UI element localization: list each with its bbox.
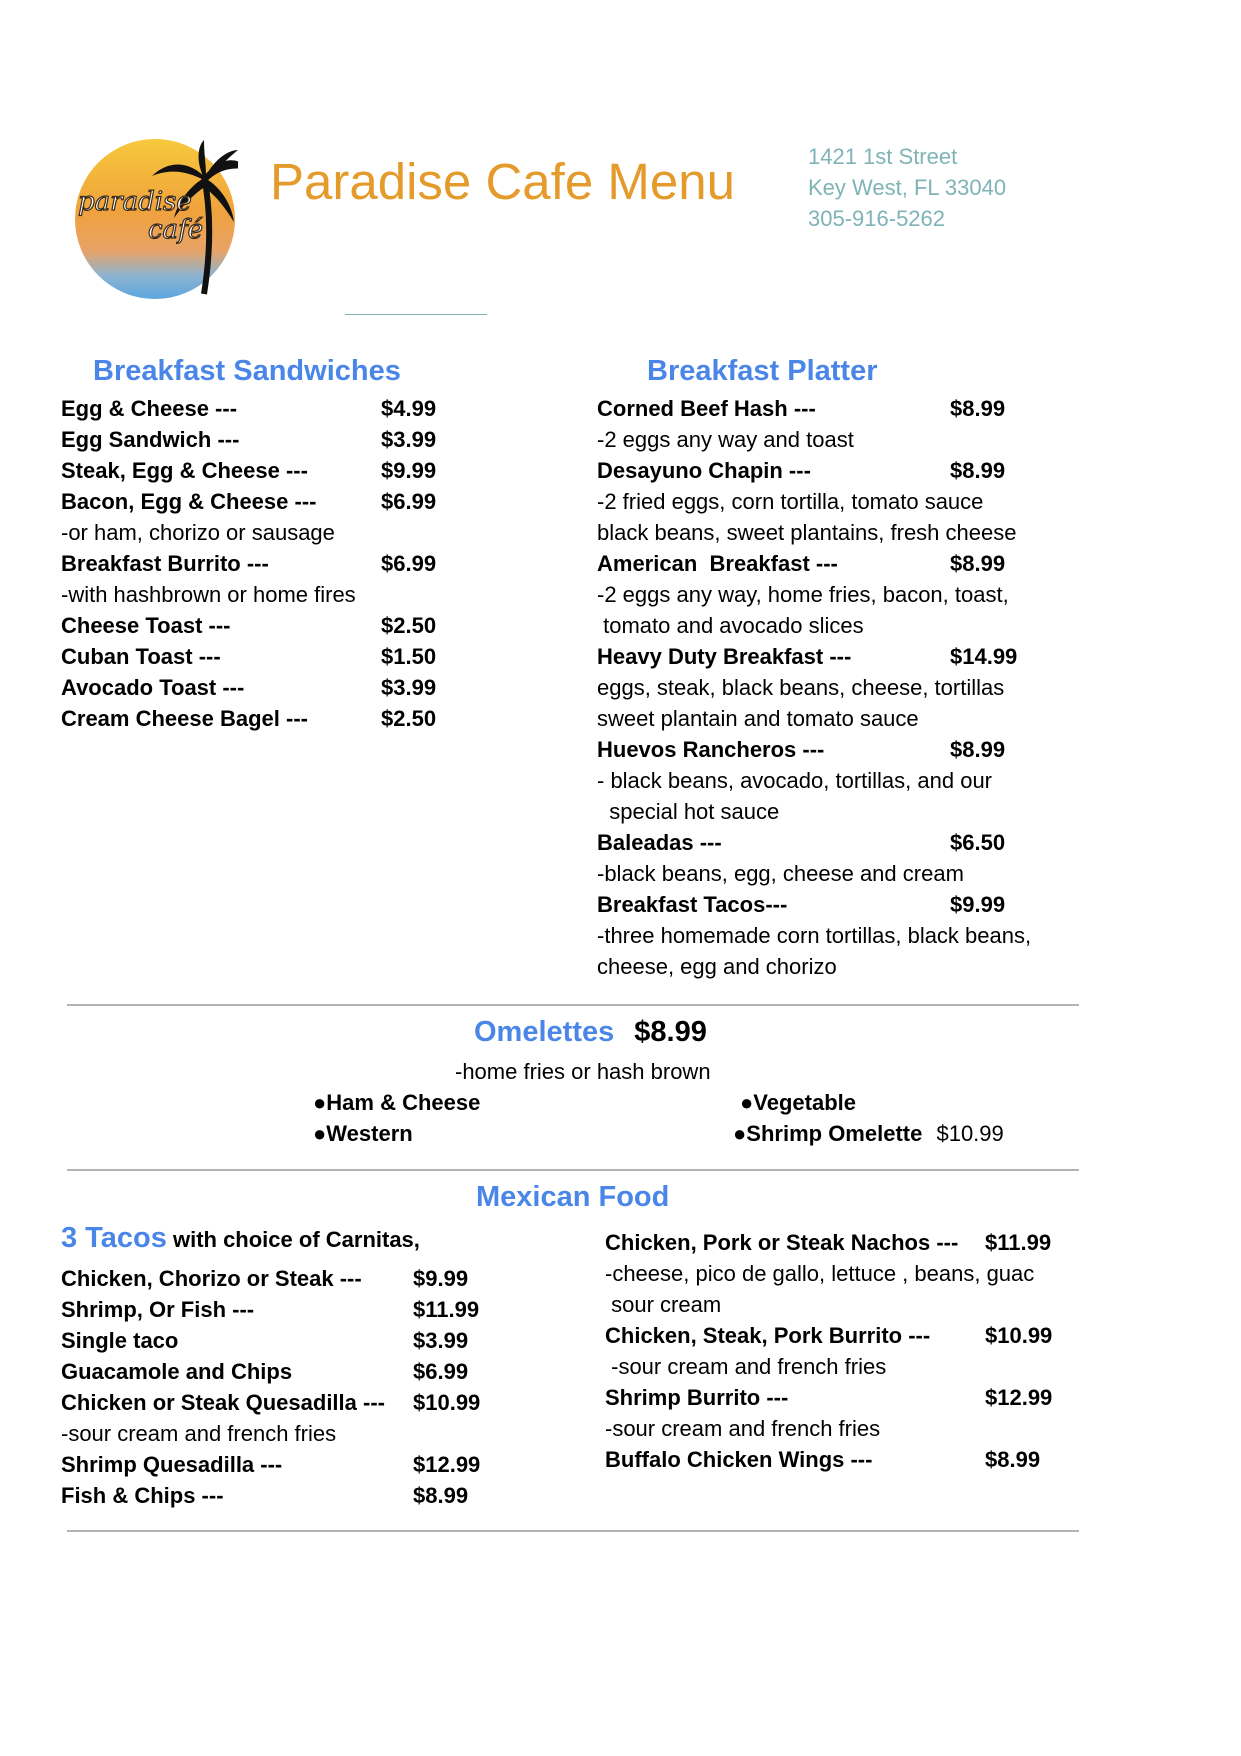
menu-item-price: $8.99 <box>413 1483 469 1508</box>
menu-item <box>605 1382 1075 1413</box>
menu-item <box>61 1325 501 1356</box>
menu-item-description: black beans, sweet plantains, fresh cheese <box>597 520 1017 545</box>
menu-item <box>61 641 481 672</box>
address-city: Key West, FL 33040 <box>808 175 1007 200</box>
omelette-item <box>733 1118 1004 1149</box>
menu-item-price: $8.99 <box>985 1447 1041 1472</box>
menu-item-name: Breakfast Burrito --- <box>61 551 269 576</box>
menu-item-description: eggs, steak, black beans, cheese, tortillas <box>597 675 1005 700</box>
breakfast-platter-heading: Breakfast Platter <box>647 355 878 387</box>
menu-item-price: $12.99 <box>413 1452 481 1477</box>
menu-item <box>597 455 1077 486</box>
menu-item-description: sour cream <box>605 1292 722 1317</box>
menu-item <box>605 1444 1075 1475</box>
menu-item <box>61 610 481 641</box>
menu-item-name: American Breakfast --- <box>597 551 838 576</box>
menu-item <box>597 548 1077 579</box>
menu-item-description: -2 eggs any way and toast <box>597 427 854 452</box>
address-street: 1421 1st Street <box>808 144 958 169</box>
menu-item <box>597 827 1077 858</box>
menu-item-description: -black beans, egg, cheese and cream <box>597 861 964 886</box>
menu-item-name: Egg & Cheese --- <box>61 396 238 421</box>
menu-item-price: $10.99 <box>413 1390 481 1415</box>
omelettes-note: -home fries or hash brown <box>455 1059 711 1084</box>
section-divider <box>67 1004 1079 1006</box>
omelette-item-price: $10.99 <box>936 1121 1004 1146</box>
omelette-item-name: Shrimp Omelette <box>746 1121 923 1146</box>
omelettes-heading-row <box>474 1016 707 1049</box>
omelette-item <box>313 1087 480 1118</box>
menu-item-description: special hot sauce <box>597 799 780 824</box>
menu-item <box>605 1227 1075 1258</box>
menu-item-name: Guacamole and Chips <box>61 1359 293 1384</box>
menu-item <box>61 548 481 579</box>
address-block <box>808 141 1006 234</box>
bullet-icon: ● <box>313 1121 327 1146</box>
logo-text-cafe: café <box>148 215 204 245</box>
menu-item-description: tomato and avocado slices <box>597 613 864 638</box>
menu-item <box>61 393 481 424</box>
menu-item <box>61 1263 501 1294</box>
menu-item-description: -2 eggs any way, home fries, bacon, toast, <box>597 582 1009 607</box>
menu-item-name: Breakfast Tacos--- <box>597 892 788 917</box>
menu-item-price: $2.50 <box>381 613 437 638</box>
menu-item-price: $1.50 <box>381 644 437 669</box>
menu-item-price: $8.99 <box>950 737 1006 762</box>
menu-item-price: $6.99 <box>381 489 437 514</box>
menu-item-name: Egg Sandwich --- <box>61 427 240 452</box>
menu-item-price: $9.99 <box>381 458 437 483</box>
breakfast-sandwiches-list <box>61 393 481 734</box>
menu-item <box>61 424 481 455</box>
menu-item-name: Chicken, Steak, Pork Burrito --- <box>605 1323 931 1348</box>
menu-item <box>605 1320 1075 1351</box>
menu-item-price: $8.99 <box>950 396 1006 421</box>
menu-item <box>61 1294 501 1325</box>
breakfast-sandwiches-heading: Breakfast Sandwiches <box>93 355 401 387</box>
menu-item <box>61 703 481 734</box>
menu-item-name: Corned Beef Hash --- <box>597 396 816 421</box>
menu-item-name: Avocado Toast --- <box>61 675 245 700</box>
menu-item-name: Buffalo Chicken Wings --- <box>605 1447 873 1472</box>
menu-item-description: -sour cream and french fries <box>61 1421 337 1446</box>
menu-item-price: $2.50 <box>381 706 437 731</box>
bullet-icon: ● <box>733 1121 747 1146</box>
menu-item <box>61 672 481 703</box>
menu-item-name: Shrimp Quesadilla --- <box>61 1452 283 1477</box>
menu-item-name: Shrimp, Or Fish --- <box>61 1297 255 1322</box>
menu-item-name: Desayuno Chapin --- <box>597 458 811 483</box>
menu-item-name: Chicken, Chorizo or Steak --- <box>61 1266 362 1291</box>
menu-item-description: - black beans, avocado, tortillas, and our <box>597 768 993 793</box>
omelette-item <box>740 1087 856 1118</box>
page-title: Paradise Cafe Menu <box>270 153 735 210</box>
breakfast-platter-list <box>597 393 1077 982</box>
mexican-left-list <box>61 1263 501 1511</box>
menu-item-price: $14.99 <box>950 644 1018 669</box>
menu-item <box>61 1480 501 1511</box>
menu-item-price: $12.99 <box>985 1385 1053 1410</box>
menu-item-name: Cream Cheese Bagel --- <box>61 706 308 731</box>
menu-item-name: Cuban Toast --- <box>61 644 221 669</box>
omelettes-price: $8.99 <box>634 1016 707 1048</box>
menu-item <box>61 1449 501 1480</box>
menu-item-name: Chicken or Steak Quesadilla --- <box>61 1390 385 1415</box>
menu-item-description: -or ham, chorizo or sausage <box>61 520 335 545</box>
menu-item-name: Huevos Rancheros --- <box>597 737 825 762</box>
bullet-icon: ● <box>313 1090 327 1115</box>
mexican-right-list <box>605 1227 1075 1475</box>
menu-item-price: $6.50 <box>950 830 1006 855</box>
menu-item <box>597 734 1077 765</box>
menu-item-price: $6.99 <box>413 1359 469 1384</box>
menu-item-description: sweet plantain and tomato sauce <box>597 706 919 731</box>
mexican-food-heading: Mexican Food <box>476 1181 670 1213</box>
omelette-item-name: Western <box>326 1121 413 1146</box>
tacos-subheading: with choice of Carnitas, <box>166 1227 420 1252</box>
menu-item <box>597 641 1077 672</box>
menu-item-name: Shrimp Burrito --- <box>605 1385 789 1410</box>
menu-item-name: Chicken, Pork or Steak Nachos --- <box>605 1230 959 1255</box>
paradise-cafe-logo <box>72 136 238 302</box>
menu-item-price: $3.99 <box>413 1328 469 1353</box>
menu-item <box>61 486 481 517</box>
menu-item-price: $11.99 <box>985 1230 1052 1255</box>
menu-item-price: $4.99 <box>381 396 437 421</box>
menu-item-description: -cheese, pico de gallo, lettuce , beans, guac <box>605 1261 1035 1286</box>
menu-item-name: Steak, Egg & Cheese --- <box>61 458 308 483</box>
menu-item-price: $3.99 <box>381 675 437 700</box>
menu-item-price: $10.99 <box>985 1323 1053 1348</box>
menu-item-name: Cheese Toast --- <box>61 613 231 638</box>
menu-item <box>61 1387 501 1418</box>
menu-item-description: -sour cream and french fries <box>605 1354 887 1379</box>
menu-item-name: Single taco <box>61 1328 179 1353</box>
tacos-heading-row <box>61 1222 420 1255</box>
menu-item-price: $8.99 <box>950 458 1006 483</box>
omelette-item-name: Vegetable <box>753 1090 857 1115</box>
menu-item-description: -sour cream and french fries <box>605 1416 881 1441</box>
menu-item <box>597 393 1077 424</box>
menu-item-price: $8.99 <box>950 551 1006 576</box>
omelette-item-name: Ham & Cheese <box>326 1090 481 1115</box>
tacos-heading: 3 Tacos <box>61 1222 167 1254</box>
bullet-icon: ● <box>740 1090 754 1115</box>
section-divider <box>67 1169 1079 1171</box>
menu-item-name: Bacon, Egg & Cheese --- <box>61 489 317 514</box>
omelettes-heading: Omelettes <box>474 1016 615 1048</box>
header-underline <box>345 314 487 315</box>
menu-item <box>597 889 1077 920</box>
logo-text-paradise: paradise <box>78 187 192 217</box>
menu-item-description: cheese, egg and chorizo <box>597 954 837 979</box>
menu-item-name: Baleadas --- <box>597 830 722 855</box>
menu-item-description: -with hashbrown or home fires <box>61 582 356 607</box>
phone-number: 305-916-5262 <box>808 206 946 231</box>
menu-item-price: $9.99 <box>950 892 1006 917</box>
menu-item-name: Heavy Duty Breakfast --- <box>597 644 852 669</box>
menu-item-price: $6.99 <box>381 551 437 576</box>
menu-item <box>61 1356 501 1387</box>
menu-item-price: $3.99 <box>381 427 437 452</box>
menu-item-price: $11.99 <box>413 1297 480 1322</box>
omelette-item <box>313 1118 413 1149</box>
menu-item-price: $9.99 <box>413 1266 469 1291</box>
menu-item-description: -2 fried eggs, corn tortilla, tomato sauce <box>597 489 984 514</box>
menu-item-description: -three homemade corn tortillas, black beans, <box>597 923 1032 948</box>
menu-item-name: Fish & Chips --- <box>61 1483 224 1508</box>
section-divider <box>67 1530 1079 1532</box>
menu-item <box>61 455 481 486</box>
